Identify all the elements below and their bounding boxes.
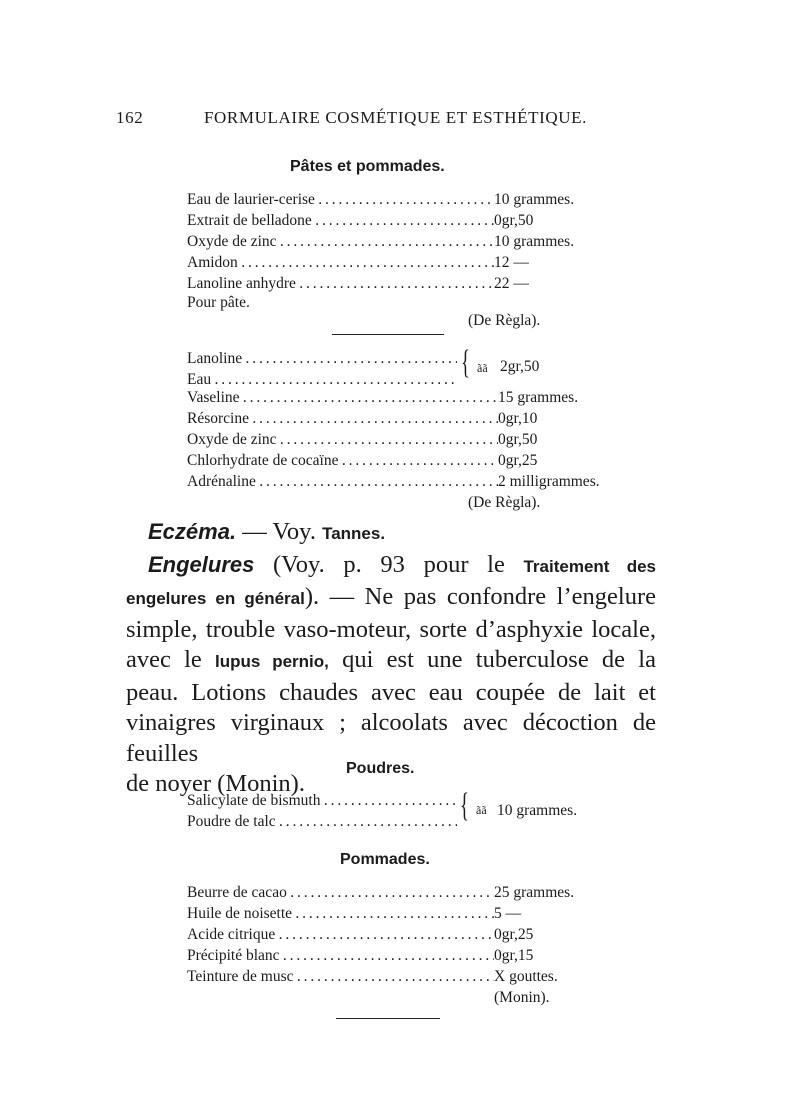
prose-text: (Voy. p. 93 pour le [254,550,524,578]
cross-reference: Tannes. [322,524,386,543]
ingredient-qty: X gouttes. [494,968,558,985]
ingredient-name: Extrait de belladone . . . [187,210,494,231]
ingredient-name: Résorcine . . . [187,408,498,429]
recipe-row [187,348,457,369]
term-lupus-pernio: lupus pernio, [215,652,329,671]
recipe-instruction: Pour pâte. [187,294,250,311]
prose-line: peau. Lotions chaudes avec eau coupée de lait et [126,678,656,706]
prose-line [126,550,656,583]
ingredient-name: Acide citrique . . . [187,924,494,945]
recipe-row [187,966,607,987]
term-engelures: Engelures [148,551,255,577]
eczema-line [126,517,656,550]
recipe-source: (De Règla). [468,312,541,329]
recipe-row [187,811,457,832]
recipe-row [187,408,627,429]
recipe-row [187,471,627,492]
prose-line [126,582,656,615]
ingredient-qty: 0gr,50 [494,212,534,229]
ingredient-qty: 0gr,50 [498,431,538,448]
grouped-ingredients [187,348,457,390]
ingredient-name: Amidon . . . [187,252,494,273]
group-qty: 2gr,50 [500,358,540,375]
group-label: ãã [477,361,488,375]
recipe-pommades [187,882,607,987]
recipe-pate [187,189,592,294]
recipe-row [187,189,592,210]
recipe-source: (De Règla). [468,494,541,511]
group-label: ãã [476,803,487,817]
ingredient-name: Adrénaline . . . [187,471,498,492]
ingredient-name: Oxyde de zinc . . . [187,231,494,252]
curly-brace: { [461,344,470,381]
recipe-resorcine [187,387,627,492]
ingredient-name: Eau . . . [187,369,457,390]
ingredient-qty: 0gr,25 [494,926,534,943]
ingredient-qty: 5 — [494,905,522,922]
recipe-row [187,252,592,273]
section-title-pates: Pâtes et pommades. [290,158,445,175]
recipe-row [187,924,607,945]
prose-text: qui est une tuberculose de la [328,646,656,673]
cross-reference: Traitement des [523,556,656,576]
prose-line: vinaigres virginaux ; alcoolats avec décoction de feuilles [126,709,656,767]
ingredient-qty: 22 — [494,275,529,292]
ingredient-qty: 25 grammes. [494,884,575,901]
ingredient-qty: 0gr,15 [494,947,534,964]
ingredient-name: Vaseline . . . [187,387,498,408]
prose-line: simple, trouble vaso-moteur, sorte d’asphyxie locale, [126,615,656,643]
ingredient-name: Précipité blanc . . . [187,945,494,966]
ingredient-qty: 10 grammes. [494,191,575,208]
recipe-row [187,429,627,450]
ingredient-name: Salicylate de bismuth . . . [187,790,457,811]
prose-block [126,517,656,800]
ingredient-name: Teinture de musc . . . [187,966,494,987]
recipe-row [187,450,627,471]
recipe-row [187,387,627,408]
ingredient-name: Beurre de cacao . . . [187,882,494,903]
ingredient-name: Eau de laurier-cerise . . . [187,189,494,210]
running-title: FORMULAIRE COSMÉTIQUE ET ESTHÉTIQUE. [204,108,587,127]
ingredient-name: Poudre de talc . . . [187,811,457,832]
section-title-pommades: Pommades. [340,851,430,868]
page-number: 162 [116,108,144,127]
group-qty: 10 grammes. [497,802,578,819]
separator-rule [332,334,444,335]
recipe-row [187,273,592,294]
term-eczema: Eczéma. [148,519,237,544]
ingredient-qty: 0gr,25 [498,452,538,469]
ingredient-name: Lanoline anhydre . . . [187,273,494,294]
ingredient-name: Chlorhydrate de cocaïne . . . [187,450,498,471]
recipe-row [187,903,607,924]
curly-brace: { [460,787,469,824]
separator-rule [336,1018,440,1019]
recipe-row [187,210,592,231]
ingredient-name: Huile de noisette . . . [187,903,494,924]
ingredient-qty: 15 grammes. [498,389,579,406]
ingredient-qty: 10 grammes. [494,233,575,250]
recipe-row [187,790,457,811]
recipe-row [187,231,592,252]
ingredient-qty: 12 — [494,254,529,271]
grouped-ingredients [187,790,457,832]
ingredient-qty: 2 milligrammes. [498,473,600,490]
ingredient-name: Lanoline . . . [187,348,457,369]
ingredient-name: Oxyde de zinc . . . [187,429,498,450]
ingredient-qty: 0gr,10 [498,410,538,427]
prose-text: — Voy. [236,518,323,545]
prose-line [126,645,656,678]
prose-line: de noyer (Monin). [126,770,305,797]
section-title-poudres: Poudres. [346,760,415,777]
recipe-row [187,945,607,966]
prose-text: avec le [126,646,216,673]
prose-text: ). — Ne pas confondre l’engelure [304,583,656,610]
cross-reference: engelures en général [126,589,305,608]
recipe-source: (Monin). [494,989,550,1006]
recipe-row [187,882,607,903]
